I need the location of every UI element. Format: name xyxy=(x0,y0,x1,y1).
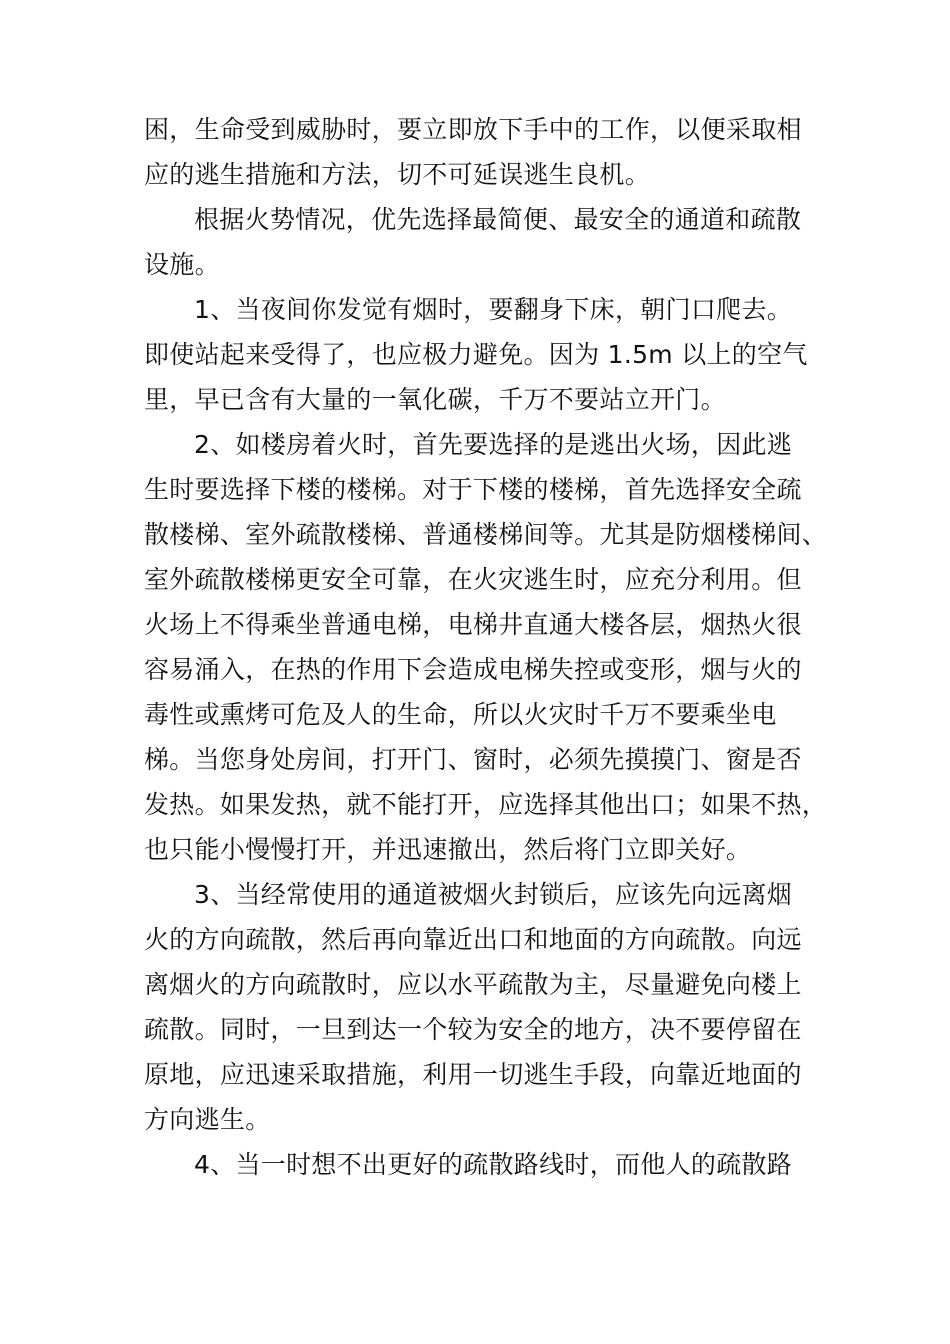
text-line: 即使站起来受得了，也应极力避免。因为 1.5m 以上的空气 xyxy=(144,340,808,369)
paragraph-item-3 xyxy=(144,872,844,1142)
body-text xyxy=(144,107,844,1187)
text-line: 梯。当您身处房间，打开门、窗时，必须先摸摸门、窗是否 xyxy=(144,745,802,774)
paragraph-fire-situation xyxy=(144,197,844,287)
text-line: 4、当一时想不出更好的疏散路线时，而他人的疏散路 xyxy=(194,1150,793,1179)
paragraph-continuation xyxy=(144,107,844,197)
text-line: 生时要选择下楼的楼梯。对于下楼的楼梯，首先选择安全疏 xyxy=(144,475,802,504)
text-line: 也只能小慢慢打开，并迅速撤出，然后将门立即关好。 xyxy=(144,835,752,864)
text-line: 里，早已含有大量的一氧化碳，千万不要站立开门。 xyxy=(144,385,726,414)
text-line: 2、如楼房着火时，首先要选择的是逃出火场，因此逃 xyxy=(194,430,793,459)
text-line: 原地，应迅速采取措施，利用一切逃生手段，向靠近地面的 xyxy=(144,1060,802,1089)
text-line: 发热。如果发热，就不能打开，应选择其他出口；如果不热， xyxy=(144,790,828,819)
paragraph-item-2 xyxy=(144,422,844,872)
text-line: 应的逃生措施和方法，切不可延误逃生良机。 xyxy=(144,160,651,189)
text-line: 方向逃生。 xyxy=(144,1105,271,1134)
text-line: 设施。 xyxy=(144,250,220,279)
paragraph-item-4 xyxy=(144,1142,844,1187)
paragraph-item-1 xyxy=(144,287,844,422)
text-line: 1、当夜间你发觉有烟时，要翻身下床，朝门口爬去。 xyxy=(194,295,793,324)
text-line: 3、当经常使用的通道被烟火封锁后，应该先向远离烟 xyxy=(194,880,793,909)
text-line: 室外疏散楼梯更安全可靠，在火灾逃生时，应充分利用。但 xyxy=(144,565,802,594)
text-line: 离烟火的方向疏散时，应以水平疏散为主，尽量避免向楼上 xyxy=(144,970,802,999)
text-line: 疏散。同时，一旦到达一个较为安全的地方，决不要停留在 xyxy=(144,1015,802,1044)
text-line: 火的方向疏散，然后再向靠近出口和地面的方向疏散。向远 xyxy=(144,925,802,954)
text-line: 困，生命受到威胁时，要立即放下手中的工作，以便采取相 xyxy=(144,115,802,144)
text-line: 根据火势情况，优先选择最简便、最安全的通道和疏散 xyxy=(194,205,802,234)
text-line: 毒性或熏烤可危及人的生命，所以火灾时千万不要乘坐电 xyxy=(144,700,777,729)
text-line: 火场上不得乘坐普通电梯，电梯井直通大楼各层，烟热火很 xyxy=(144,610,802,639)
text-line: 容易涌入，在热的作用下会造成电梯失控或变形，烟与火的 xyxy=(144,655,802,684)
text-line: 散楼梯、室外疏散楼梯、普通楼梯间等。尤其是防烟楼梯间、 xyxy=(144,520,828,549)
